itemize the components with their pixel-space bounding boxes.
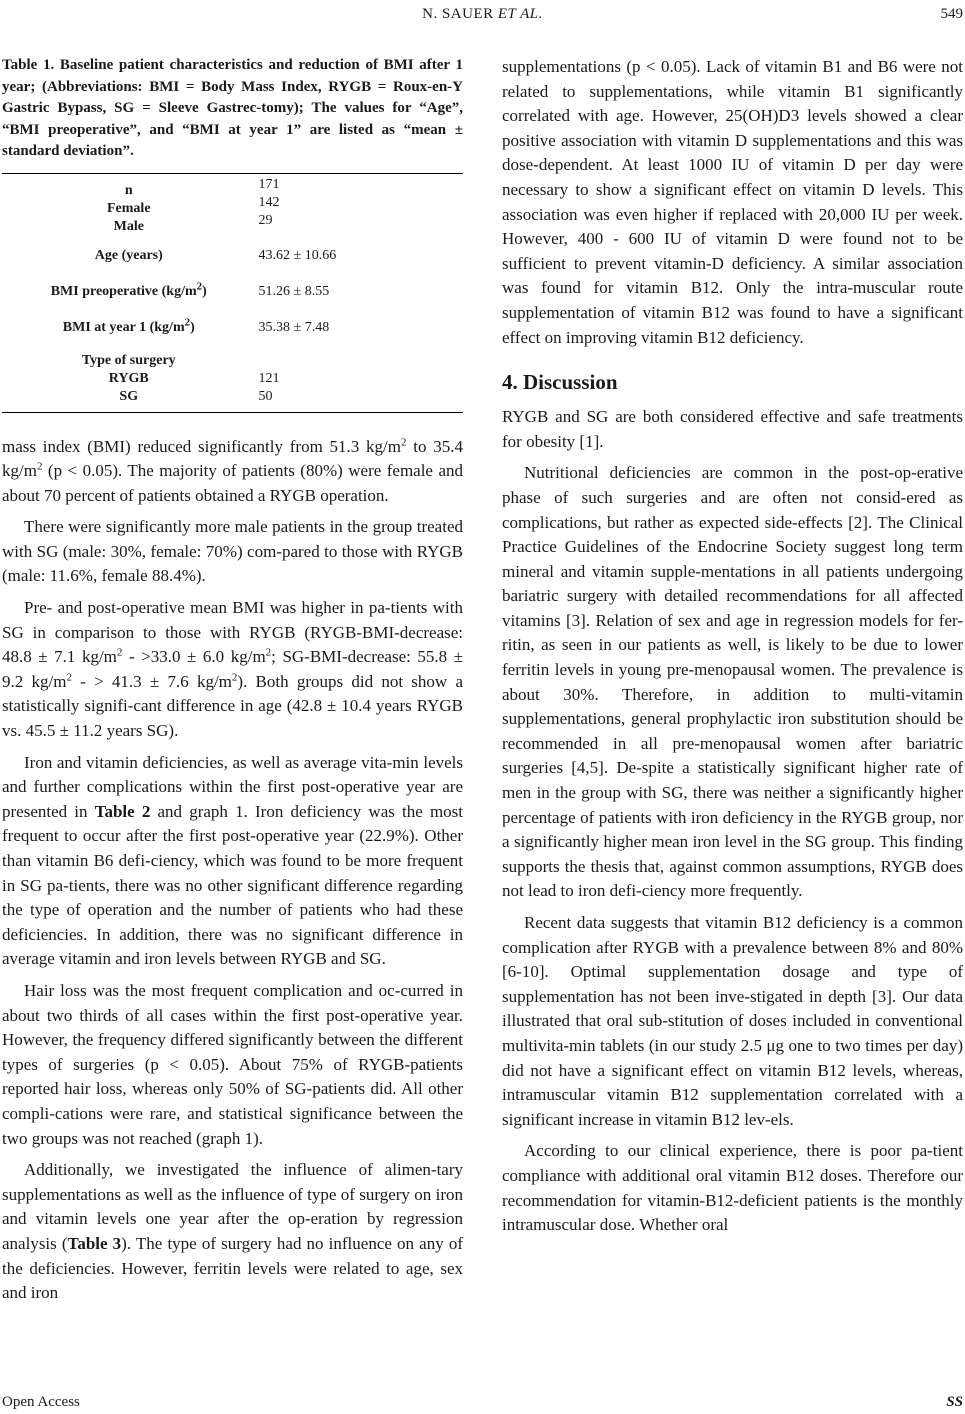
text-run: and graph 1. Iron deficiency was the most frequent to occur after the first post-operative year (22.9%). Other than vitamin B6 defi-ciency, which was found to be more frequent in SG pa-tients, there was no other significant difference regarding the type of operation and the number of patients who had these deficiencies. In addition, there was no significant difference in average vitamin and iron levels between RYGB and SG.: [2, 801, 464, 969]
footer-journal: SS: [946, 1394, 963, 1410]
table-value-age: 43.62 ± 10.66: [258, 247, 337, 263]
body-paragraph: supplementations (p < 0.05). Lack of vitamin B1 and B6 were not related to supplementations, while vitamin B1 significantly correlated with age. However, 25(OH)D3 levels showed a clear positive association with vitamin D supplementations and this was dose-dependent. At least 1000 IU of vitamin D per day were necessary to show a significant effect on vitamin D levels. This association was even higher if replaced with 20,000 IU per week. However, 400 - 600 IU of vitamin D were found not to be sufficient to prevent vitamin-D deficiency. A similar association was found for vitamin B12. Only the intra-muscular route supplementation of vitamin B12 was found to have a significant effect on improving vitamin B12 deficiency.: [502, 57, 963, 347]
table-row: [2, 300, 463, 336]
footer-open-access: Open Access: [2, 1394, 80, 1410]
table-label-bmi-y1: BMI at year 1 (kg/m: [62, 319, 185, 335]
left-column: [2, 55, 463, 1306]
baseline-table: [2, 173, 463, 413]
table-label-n: n: [124, 182, 133, 198]
body-paragraph: [2, 751, 463, 972]
header-authors: N. SAUER: [422, 6, 494, 22]
table-label-female: Female: [107, 200, 151, 216]
text-run: ). The type of surgery had no influence on any of the deficiencies. However, ferritin levels were related to age, sex and iron: [2, 1233, 463, 1303]
text-run: ; SG-BMI-decrease: 55.8 ± 9.2 kg/m: [2, 647, 464, 691]
unit-close: ): [202, 283, 207, 299]
table-value-sg: 50: [258, 388, 273, 404]
table-value-male: 29: [258, 212, 273, 228]
text-run: - > 41.3 ± 7.6 kg/m: [71, 671, 232, 691]
table-value-n: 171: [258, 176, 280, 192]
table-label-rygb: RYGB: [108, 370, 149, 386]
table-value-bmi-pre: 51.26 ± 8.55: [258, 283, 330, 299]
table-label-bmi-pre: BMI preoperative (kg/m: [50, 283, 197, 299]
superscript: 2: [265, 646, 272, 659]
text-run: Iron and vitamin deficiencies, as well as average vita-min levels and further complications within the first post-operative year are presented in: [2, 752, 463, 821]
text-run: Additionally, we investigated the influence of alimen-tary supplementations as well as the influence of type of surgery on iron and vitamin levels one year after the op-eration by regression analysis (: [2, 1160, 463, 1253]
body-paragraph: [2, 596, 463, 744]
body-paragraph: Nutritional deficiencies are common in the post-op-erative phase of such surgeries and are often not consid-ered as complications, but rather as expected side-effects [2]. The Clinical Practice Guidelines of the Endocrine Society suggest long term mineral and vitamin supple-mentations in all patients undergoing bariatric surgery with detailed recommendations for all affected vitamins [3]. Relation of sex and age in regression models for fer-ritin, as seen in our patients as well, is likely to be due to lower ferritin levels in young pre-menopausal women. The prevalence is about 30%. Therefore, in addition to multi-vitamin supplementations, general prophylactic iron substitution should be recommended in all pre-menopausal women after bariatric surgeries [4,5]. De-spite a statistically significant higher rate of men in the group with SG, there was neither a significantly higher percentage of patients with iron deficiency in the RYGB group, nor a significantly higher mean iron level in the SG group. This finding supports the thesis that, against common assumptions, RYGB does not lead to iron defi-ciency more frequently.: [502, 463, 963, 901]
table-value-rygb: 121: [258, 370, 280, 386]
table-value-bmi-y1: 35.38 ± 7.48: [258, 319, 330, 335]
table-caption: Table 1. Baseline patient characteristics and reduction of BMI after 1 year; (Abbreviations: BMI = Body Mass Index, RYGB = Roux-en-Y Gastric Bypass, SG = Sleeve Gastrec-tomy); The values for “Age”, “BMI preoperative”, and “BMI at year 1” are listed as “mean ± standard deviation”.: [2, 57, 463, 159]
superscript: 2: [116, 646, 123, 659]
table-row: [2, 336, 463, 413]
superscript: 2: [184, 315, 191, 328]
text-run: mass index (BMI) reduced significantly from 51.3 kg/m: [2, 436, 402, 456]
table-label-sg: SG: [119, 388, 139, 404]
body-paragraph: According to our clinical experience, there is poor pa-tient compliance with additional oral vitamin B12 doses. Therefore our recommendation for vitamin-B12-deficient patients is the monthly intramuscular dose. Whether oral: [502, 1141, 963, 1235]
running-header: [0, 6, 965, 23]
body-paragraph: [2, 435, 463, 509]
superscript: 2: [196, 279, 203, 292]
body-paragraph: RYGB and SG are both considered effective and safe treatments for obesity [1].: [502, 407, 963, 451]
superscript: 2: [66, 671, 72, 684]
body-paragraph: There were significantly more male patients in the group treated with SG (male: 30%, female: 70%) com-pared to those with RYGB (male: 11.6%, female 88.4%).: [2, 517, 463, 586]
text-run: ). Both groups did not show a statistically signifi-cant difference in age (42.8 ± 10.4 years RYGB vs. 45.5 ± 11.2 years SG).: [2, 671, 463, 741]
page-number: 549: [940, 6, 963, 22]
table-value-surgery: [259, 352, 463, 370]
table-reference-link[interactable]: Table 2: [94, 801, 151, 821]
text-run: Pre- and post-operative mean BMI was higher in pa-tients with SG in comparison to those with RYGB (RYGB-BMI-decrease: 48.8 ± 7.1 kg/m: [2, 598, 463, 667]
table-label-male: Male: [113, 218, 144, 234]
superscript: 2: [401, 435, 407, 448]
table-label-surgery: Type of surgery: [81, 352, 176, 368]
superscript: 2: [231, 671, 238, 684]
table-value-female: 142: [258, 194, 280, 210]
table-row: [2, 264, 463, 300]
unit-close: ): [190, 319, 195, 335]
text-run: - >33.0 ± 6.0 kg/m: [122, 647, 266, 667]
table-row: [2, 173, 463, 236]
right-column: [502, 55, 963, 1238]
text-run: (p < 0.05). The majority of patients (80%) were female and about 70 percent of patients obtained a RYGB operation.: [2, 461, 463, 505]
body-paragraph: Hair loss was the most frequent complication and oc-curred in about two thirds of all cases within the first post-operative year. However, the frequency differed significantly between the different types of surgeries (p < 0.05). About 75% of RYGB-patients reported hair loss, whereas only 50% of SG-patients did. All other compli-cations were rare, and statistical significance between the two groups was not reached (graph 1).: [2, 980, 463, 1148]
section-heading: 4. Discussion: [502, 370, 618, 395]
body-paragraph: Recent data suggests that vitamin B12 deficiency is a common complication after RYGB with a prevalence between 8% and 80% [6-10]. Optimal supplementation dosage and type of supplementation has not been inve-stigated in depth [3]. Our data illustrated that oral sub-stitution of doses included in conventional multivita-min tablets (in our study 2.5 μg one to two times per day) did not have a significant effect on vitamin B12 levels, whereas, intramuscular vitamin B12 supplementation correlated with a significant increase in vitamin B12 lev-els.: [502, 913, 963, 1129]
body-paragraph: [2, 1158, 463, 1306]
superscript: 2: [36, 460, 43, 473]
table-row: [2, 236, 463, 264]
table-label-age: Age (years): [94, 247, 163, 263]
header-et-al: ET AL.: [497, 6, 543, 22]
table-reference-link[interactable]: Table 3: [67, 1233, 122, 1253]
text-run: to 35.4 kg/m: [2, 436, 463, 481]
